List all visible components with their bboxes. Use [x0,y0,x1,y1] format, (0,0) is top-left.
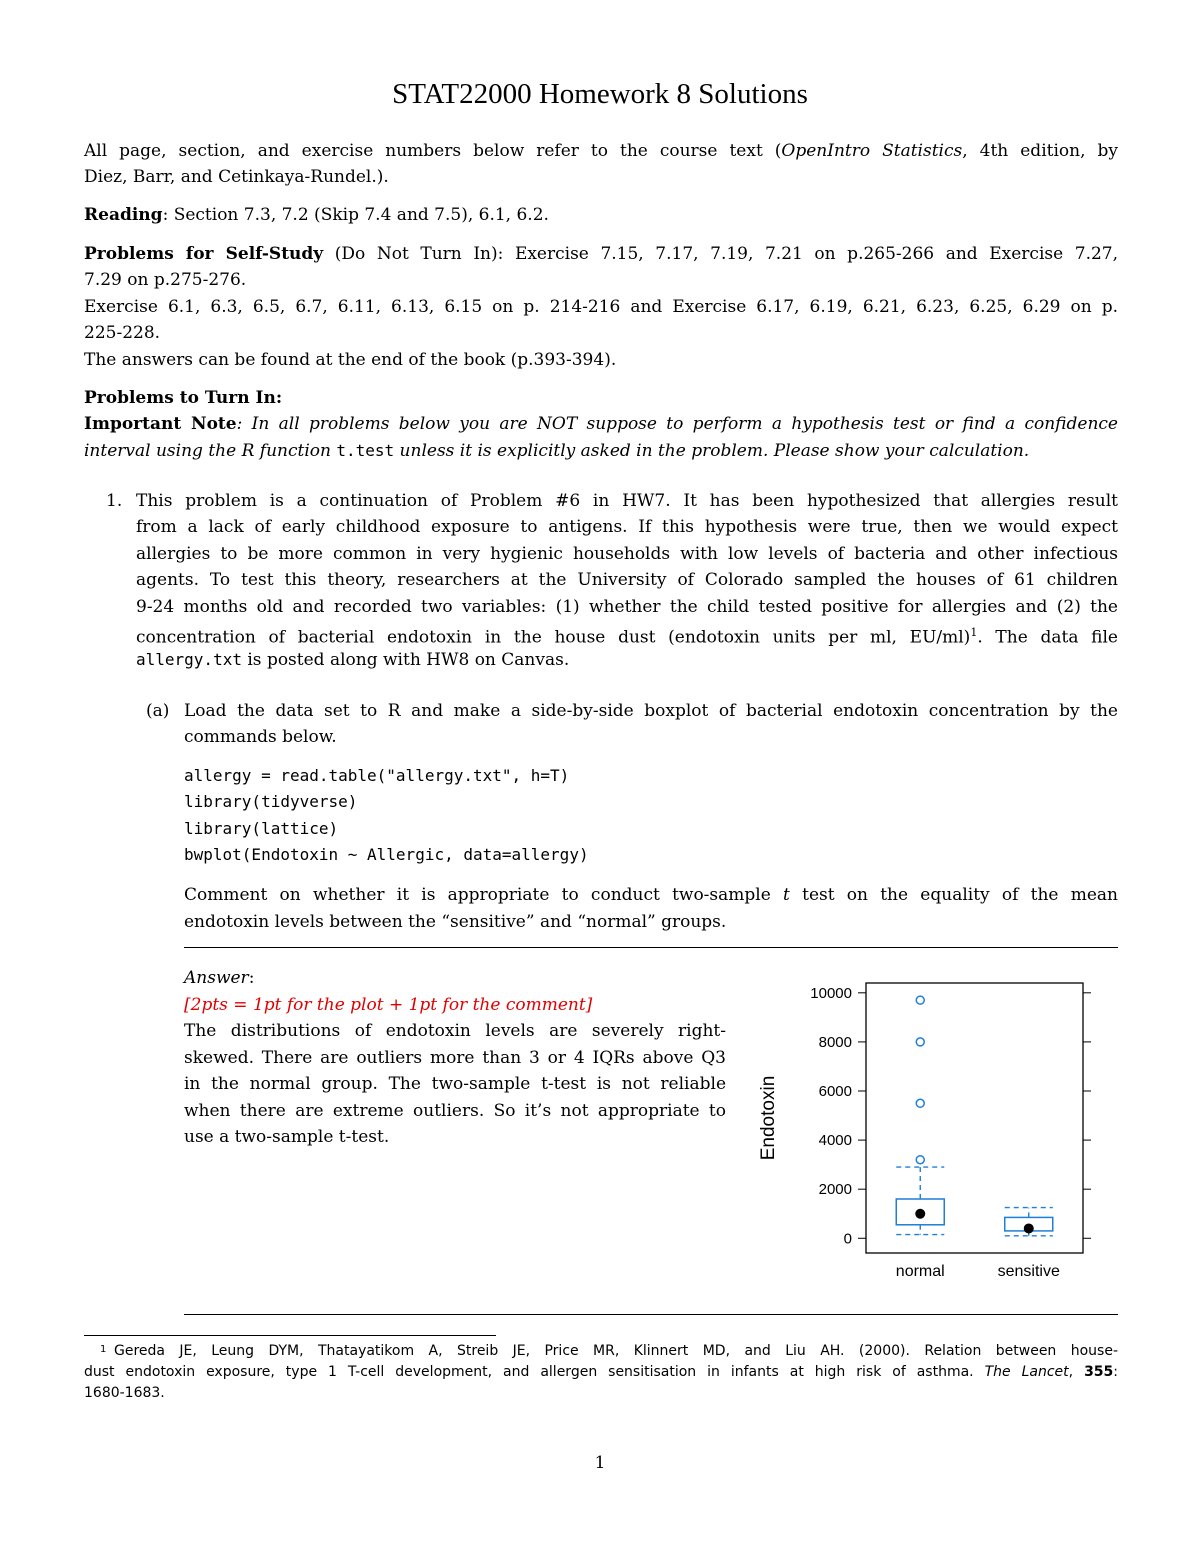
problem-1-line: This problem is a continuation of Problem #6 in HW7. It has been hypothesized that allergies result [136,491,1118,511]
problem-1-text-last: is posted along with HW8 on Canvas. [241,650,570,670]
problem-1-line: 9-24 months old and recorded two variables: (1) whether the child tested positive for allergies and (2) the [136,597,1118,617]
footnote-line-2 [84,1362,1118,1383]
y-tick-label: 0 [843,1230,852,1248]
selfstudy-label: Problems for Self-Study [84,244,324,264]
book-title: OpenIntro Statistics [781,141,963,161]
x-tick-label: sensitive [997,1263,1060,1280]
problem-1-line [136,647,1118,674]
problem-1-line: agents. To test this theory, researchers at the University of Colorado sampled the houses of 61 children [136,570,1118,590]
answer-top-rule [184,947,1118,948]
answer-colon: : [248,968,255,988]
y-tick-label: 8000 [818,1033,852,1051]
code-line: bwplot(Endotoxin ~ Allergic, data=allergy) [184,845,589,864]
part-a-comment-line-1 [184,882,1118,909]
problem-1-text-end: . The data file [977,627,1118,648]
important-note-line-2 [84,438,1118,465]
footnote [84,1341,1118,1404]
answer-line: use a two-sample t-test. [184,1127,390,1147]
y-tick-label: 2000 [818,1181,852,1199]
answer-line: when there are extreme outliers. So it’s not appropriate to [184,1100,726,1121]
page-number: 1 [594,1453,606,1473]
intro-line-2: Diez, Barr, and Cetinkaya-Rundel.). [84,167,389,187]
important-note-text: : In all problems below you are NOT suppose to perform a hypothesis test or find a confidence [236,414,1118,434]
footnote-rule [84,1335,496,1336]
selfstudy-line-4: 225-228. [84,323,161,343]
problem-1-number: 1. [106,491,123,511]
answer-label-text: Answer [184,968,249,988]
answer-label [184,965,726,992]
footnote-text-2: dust endotoxin exposure, type 1 T-cell development, and allergen sensitisation in infants at high risk of asthma. [84,1364,985,1380]
y-tick-label: 4000 [818,1132,852,1150]
outlier-point [916,1038,924,1046]
code-line: allergy = read.table("allergy.txt", h=T) [184,766,570,785]
answer-block [184,965,726,1151]
journal-name: The Lancet [984,1364,1069,1380]
points-note: [2pts = 1pt for the plot + 1pt for the comment] [184,994,593,1015]
answer-line: skewed. There are outliers more than 3 or 4 IQRs above Q3 [184,1047,726,1068]
selfstudy-line-2: 7.29 on p.275-276. [84,270,247,290]
outlier-point [916,996,924,1004]
plot-frame [866,983,1083,1253]
answer-bottom-rule [184,1314,1118,1315]
code-line: library(tidyverse) [184,792,358,811]
outlier-point [916,1156,924,1164]
part-a-label: (a) [146,701,170,721]
answer-line: The distributions of endotoxin levels are severely right- [184,1021,726,1041]
selfstudy-line-3: Exercise 6.1, 6.3, 6.5, 6.7, 6.11, 6.13, 6.15 on p. 214-216 and Exercise 6.17, 6.19, 6.21, 6.23, 6.25, 6.29 on p. [84,297,1118,317]
part-a-comment-line-2: endotoxin levels between the “sensitive” and “normal” groups. [184,912,727,932]
footnote-comma: , [1068,1364,1085,1380]
important-note-text-2: interval using the R function [84,441,337,461]
intro-line-1 [84,138,1118,165]
reading-line [84,202,1118,229]
median-dot [915,1209,925,1219]
x-tick-label: normal [895,1263,945,1280]
selfstudy-text: (Do Not Turn In): Exercise 7.15, 7.17, 7.19, 7.21 on p.265-266 and Exercise 7.27, [323,244,1119,264]
y-tick-label: 10000 [810,984,852,1002]
part-a-line-2: commands below. [184,727,337,747]
code-line: library(lattice) [184,819,339,838]
y-tick-label: 6000 [818,1083,852,1100]
outlier-point [916,1099,924,1107]
footnote-text: Gereda JE, Leung DYM, Thatayatikom A, Streib JE, Price MR, Klinnert MD, and Liu AH. (2000). Relation between house- [114,1343,1118,1359]
t-symbol: t [783,885,790,905]
intro-text-end: , 4th edition, by [962,141,1118,161]
reading-text: : Section 7.3, 7.2 (Skip 7.4 and 7.5), 6.1, 6.2. [162,205,549,225]
page-title: STAT22000 Homework 8 Solutions [392,78,808,110]
important-note-label: Important Note [84,414,237,434]
footnote-line-1 [84,1341,1118,1362]
footnote-colon: : [1113,1364,1119,1380]
answer-line: in the normal group. The two-sample t-test is not reliable [184,1074,726,1094]
selfstudy-line-1 [84,241,1118,268]
footnote-line-3: 1680-1683. [84,1385,165,1401]
data-file-name: allergy.txt [136,650,242,669]
footnote-mark: 1 [100,1344,107,1355]
endotoxin-boxplot [740,968,1110,1288]
turnin-heading: Problems to Turn In: [84,388,283,408]
intro-text: All page, section, and exercise numbers below refer to the course text ( [84,141,782,161]
journal-volume: 355 [1084,1364,1114,1380]
problem-1-text: concentration of bacterial endotoxin in the house dust (endotoxin units per ml, EU/ml) [136,627,971,648]
important-note-line-1 [84,411,1118,438]
problem-1-line: allergies to be more common in very hygienic households with low levels of bacteria and other infectious [136,544,1118,564]
important-note-text-3: unless it is explicitly asked in the problem. Please show your calculation. [394,441,1030,461]
comment-text-end: test on the equality of the mean [789,885,1118,905]
reading-label: Reading [84,205,163,225]
selfstudy-line-5: The answers can be found at the end of the book (p.393-394). [84,350,617,370]
comment-text: Comment on whether it is appropriate to conduct two-sample [184,885,784,905]
part-a-line-1: Load the data set to R and make a side-by-side boxplot of bacterial endotoxin concentration by the [184,701,1118,721]
problem-1-line: from a lack of early childhood exposure to antigens. If this hypothesis were true, then we would expect [136,517,1118,537]
footnote-marker: 1 [970,626,978,639]
ttest-code: t.test [336,441,395,460]
median-dot [1024,1223,1034,1233]
y-axis-label: Endotoxin [758,1075,779,1161]
